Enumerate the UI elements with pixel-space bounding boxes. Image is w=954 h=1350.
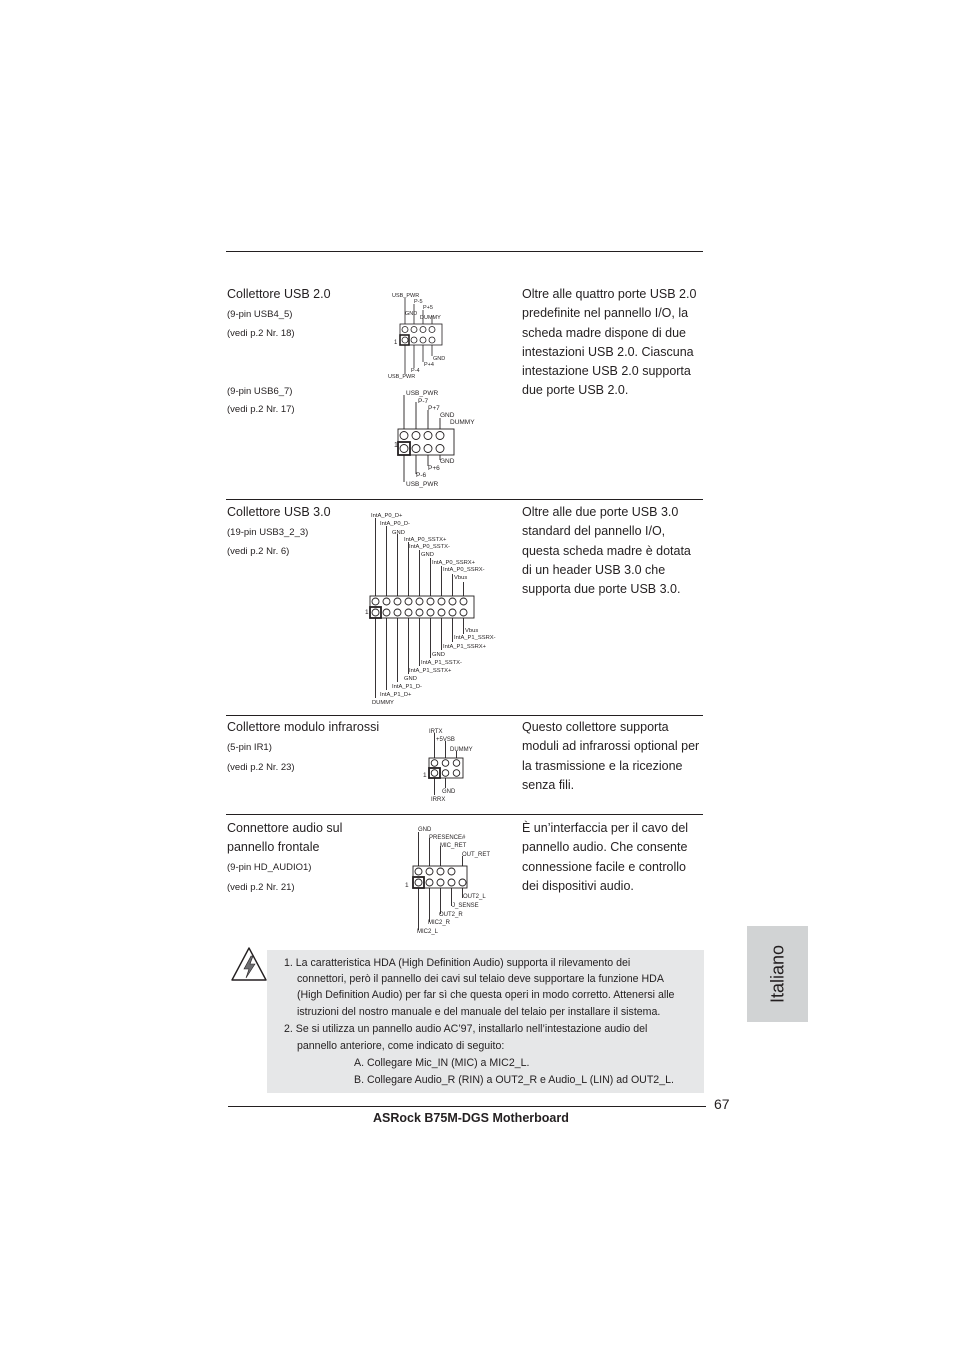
- pin-label: GND: [433, 356, 446, 362]
- pin-label: GND: [421, 552, 434, 558]
- footer-rule: [228, 1106, 706, 1107]
- pin-label: MIC2_L: [417, 929, 439, 935]
- pin-label: GND: [440, 412, 455, 419]
- pin-label: P-7: [418, 398, 429, 405]
- pin-label: IRRX: [431, 797, 446, 803]
- pin-label: OUT2_R: [439, 912, 463, 918]
- section-divider: [226, 499, 703, 500]
- pin-label: IntA_P0_D+: [371, 513, 403, 519]
- note-line: A. Collegare Mic_IN (MIC) a MIC2_L.: [354, 1057, 530, 1069]
- header-rule: [226, 251, 703, 252]
- note-line: 2. Se si utilizza un pannello audio AC’97, installarlo nell’intestazione audio del: [284, 1023, 648, 1035]
- pin-label: MIC_RET: [440, 843, 467, 849]
- audio-description: [522, 819, 712, 896]
- desc-line: È un’interfaccia per il cavo del: [522, 821, 689, 835]
- ir-pinout-diagram: [422, 724, 512, 804]
- usb2-ref-a: (vedi p.2 Nr. 18): [227, 328, 295, 339]
- section-divider: [226, 715, 703, 716]
- pin-label: GND: [404, 676, 417, 682]
- pin-label: P+6: [428, 465, 440, 472]
- pin-label: OUT2_L: [463, 894, 486, 900]
- section-divider: [226, 814, 703, 815]
- pin-label: GND: [418, 827, 432, 833]
- usb3-ref: (vedi p.2 Nr. 6): [227, 546, 290, 557]
- pin-label: P-6: [416, 472, 427, 479]
- note-box: [267, 950, 704, 1093]
- audio-ref: (vedi p.2 Nr. 21): [227, 882, 295, 893]
- pin1-marker: 1: [394, 442, 398, 449]
- pin-label: IntA_P1_D-: [392, 684, 422, 690]
- desc-line: intestazione USB 2.0 supporta: [522, 364, 691, 379]
- pin-label: PRESENCE#: [429, 835, 466, 841]
- audio-pin: (9-pin HD_AUDIO1): [227, 862, 312, 873]
- pin-label: IntA_P1_SSTX-: [421, 660, 462, 666]
- desc-line: di un header USB 3.0 che: [522, 562, 666, 577]
- desc-line: moduli ad infrarossi optional per: [522, 739, 700, 754]
- usb2-ref-b: (vedi p.2 Nr. 17): [227, 404, 295, 415]
- usb3-title: Collettore USB 3.0: [227, 505, 331, 519]
- desc-line: Oltre alle due porte USB 3.0: [522, 505, 679, 519]
- pin-label: MIC2_R: [428, 920, 451, 926]
- desc-line: Questo collettore supporta: [522, 720, 669, 734]
- pin-label: USB_PWR: [392, 293, 420, 299]
- pin-label: GND: [440, 458, 455, 465]
- note-line: B. Collegare Audio_R (RIN) a OUT2_R e Audio_L (LIN) ad OUT2_L.: [354, 1074, 674, 1086]
- pin1-marker: 1: [394, 340, 398, 346]
- desc-line: dei dispositivi audio.: [522, 878, 634, 893]
- usb2-pin-a: (9-pin USB4_5): [227, 309, 293, 320]
- note-line: connettori, però il pannello dei cavi sul telaio deve supportare la funzione HDA: [297, 973, 664, 985]
- pin-label: P+4: [424, 362, 434, 368]
- usb3-description: [522, 503, 712, 599]
- usb2-pin-b: (9-pin USB6_7): [227, 386, 293, 397]
- pin-label: +5VSB: [436, 737, 455, 743]
- pin-label: Vbus: [454, 575, 468, 581]
- note-line: (High Definition Audio) per far sì che questa operi in modo corretto. Attenersi alle: [297, 989, 675, 1001]
- pin-label: IntA_P1_D+: [380, 692, 412, 698]
- language-tab: [747, 926, 808, 1022]
- pin-label: OUT_RET: [462, 852, 491, 858]
- desc-line: predefinite nel pannello I/O, la: [522, 306, 689, 321]
- desc-line: connessione facile e controllo: [522, 859, 686, 874]
- pin-label: P+7: [428, 405, 440, 412]
- footer-title: ASRock B75M-DGS Motherboard: [373, 1111, 569, 1125]
- pin-label: P+5: [423, 305, 433, 311]
- pin1-marker: 1: [365, 609, 369, 616]
- language-tab-label: Italiano: [767, 944, 787, 1004]
- pin-label: IntA_P0_SSTX+: [404, 537, 447, 543]
- usb3-pinout-diagram: [365, 508, 505, 708]
- desc-line: la trasmissione e la ricezione: [522, 758, 683, 773]
- desc-line: standard del pannello I/O,: [522, 524, 666, 539]
- pin-label: GND: [432, 652, 445, 658]
- pin-label: DUMMY: [450, 419, 475, 426]
- pin-label: P-4: [411, 368, 420, 374]
- pin-label: IntA_P1_SSRX+: [443, 644, 487, 650]
- audio-title-line-2: pannello frontale: [227, 840, 320, 854]
- usb4-5-pinout-diagram: [385, 290, 495, 382]
- usb3-pin: (19-pin USB3_2_3): [227, 527, 309, 538]
- note-line: pannello anteriore, come indicato di seguito:: [297, 1040, 505, 1052]
- desc-line: scheda madre dispone di due: [522, 325, 687, 340]
- pin-label: IntA_P0_SSRX+: [432, 560, 476, 566]
- note-line: 1. La caratteristica HDA (High Definition Audio) supporta il rilevamento dei: [284, 957, 631, 969]
- pin-label: IntA_P0_SSRX-: [443, 567, 485, 573]
- pin-label: GND: [392, 530, 405, 536]
- pin-label: IntA_P1_SSRX-: [454, 635, 496, 641]
- desc-line: Oltre alle quattro porte USB 2.0: [522, 287, 697, 301]
- pin-label: DUMMY: [372, 700, 394, 706]
- audio-title-line-1: Connettore audio sul: [227, 821, 343, 835]
- pin-label: GND: [405, 311, 418, 317]
- desc-line: intestazioni USB 2.0. Ciascuna: [522, 344, 694, 359]
- desc-line: due porte USB 2.0.: [522, 383, 629, 398]
- usb2-description: [522, 285, 712, 401]
- ir-title: Collettore modulo infrarossi: [227, 720, 380, 734]
- pin-label: IntA_P0_D-: [380, 521, 410, 527]
- warning-icon: [229, 945, 269, 985]
- pin-label: USB_PWR: [406, 390, 439, 397]
- pin-label: IntA_P0_SSTX-: [409, 544, 450, 550]
- desc-line: supporta due porte USB 3.0.: [522, 582, 681, 597]
- ir-description: [522, 718, 712, 795]
- pin-label: IRTX: [429, 729, 443, 735]
- pin-label: P-5: [414, 299, 423, 305]
- ir-pin: (5-pin IR1): [227, 742, 272, 753]
- pin-label: USB_PWR: [406, 481, 439, 488]
- desc-line: questa scheda madre è dotata: [522, 543, 691, 558]
- ir-ref: (vedi p.2 Nr. 23): [227, 762, 295, 773]
- page-number: 67: [714, 1096, 730, 1112]
- note-line: istruzioni del nostro manuale e del manuale del telaio per installare il sistema.: [297, 1006, 661, 1018]
- pin-label: USB_PWR: [388, 374, 416, 380]
- usb2-title: Collettore USB 2.0: [227, 287, 331, 301]
- pin-label: IntA_P1_SSTX+: [409, 668, 452, 674]
- desc-line: senza fili.: [522, 777, 575, 792]
- pin-label: GND: [442, 789, 456, 795]
- pin-label: Vbus: [465, 628, 479, 634]
- desc-line: pannello audio. Che consente: [522, 840, 688, 855]
- pin-label: DUMMY: [450, 747, 473, 753]
- hd-audio-pinout-diagram: [403, 822, 503, 938]
- pin-label: DUMMY: [420, 315, 441, 321]
- pin-label: J_SENSE: [452, 903, 479, 909]
- pin1-marker: 1: [405, 882, 409, 889]
- usb6-7-pinout-diagram: [390, 386, 500, 490]
- pin1-marker: 1: [423, 772, 427, 779]
